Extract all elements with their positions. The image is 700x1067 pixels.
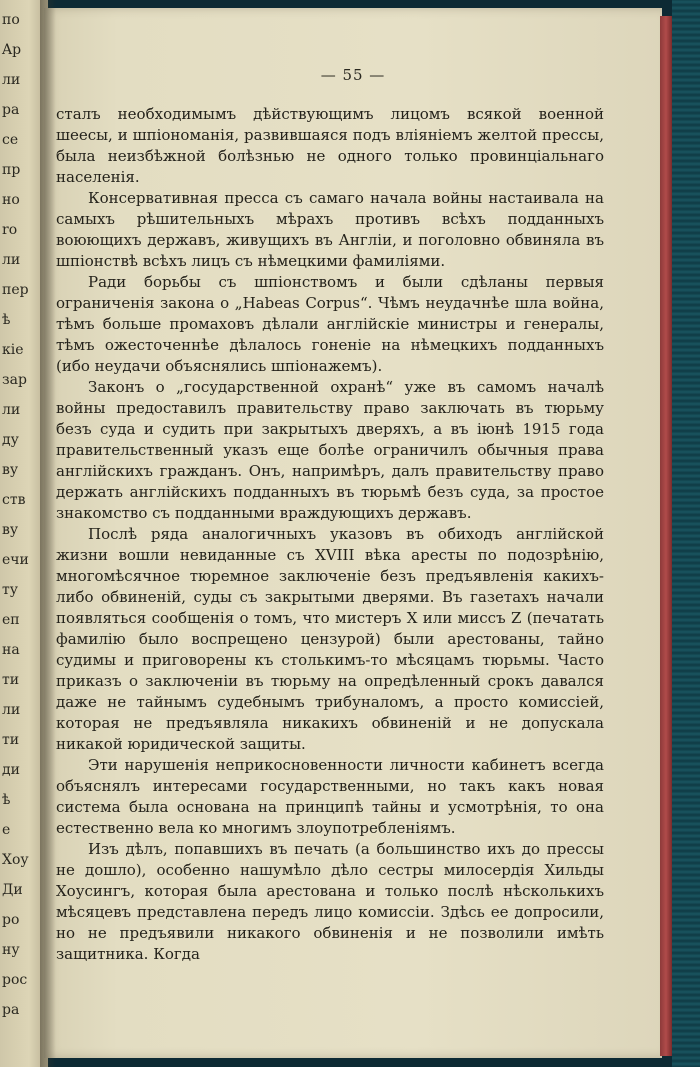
left-page-fragment: ли <box>2 702 21 718</box>
left-page-fragment: рос <box>2 972 28 988</box>
left-page-fragment: кіе <box>2 342 24 358</box>
left-page-fragment: но <box>2 192 20 208</box>
left-page-fragment: ти <box>2 732 20 748</box>
left-page-fragment: ro <box>2 222 18 238</box>
left-page-fragment: ду <box>2 432 19 448</box>
left-page-fragment: Ди <box>2 882 23 898</box>
left-page-fragment: ра <box>2 102 20 118</box>
left-page-fragment: на <box>2 642 20 658</box>
book-cover-edge <box>672 0 700 1067</box>
paragraph: Изъ дѣлъ, попавшихъ въ печать (а большинство ихъ до прессы не дошло), особенно нашумѣло дѣло сестры милосердія Хильды Хоусингъ, которая была арестована и только послѣ нѣсколькихъ мѣсяцевъ представлена передъ лицо комиссіи. Здѣсь ее допросили, но не предъявили никакого обвиненія и не позволили имѣть защитника. Когда <box>56 840 604 963</box>
left-page-fragment: ѣ <box>2 792 11 808</box>
left-page-fragment: ли <box>2 402 21 418</box>
left-page-fragment: еп <box>2 612 20 628</box>
page-number: — 55 — <box>320 66 386 84</box>
left-page-fragment: е <box>2 822 11 838</box>
paragraph: Законъ о „государственной охранѣ“ уже въ самомъ началѣ войны предоставилъ правительству право заключать въ тюрьму безъ суда и судить при закрытыхъ дверяхъ, а въ іюнѣ 1915 года правительственный указъ еще болѣе ограничилъ обычныя права англійскихъ гражданъ. Онъ, напримѣръ, далъ правительству право держать англійскихъ подданныхъ въ тюрьмѣ безъ суда, за простое знакомство съ подданными враждующихъ державъ. <box>56 378 604 522</box>
left-page-fragment: ву <box>2 462 19 478</box>
paragraph: Ради борьбы съ шпіонствомъ и были сдѣланы первыя ограниченія закона о „Habeas Corpus“. Чѣмъ неудачнѣе шла война, тѣмъ больше промаховъ дѣлали англійскіе министры и генералы, тѣмъ ожесточеннѣе дѣлалось гоненіе на нѣмецкихъ подданныхъ (ибо неудачи объяснялись шпіонажемъ). <box>56 273 604 375</box>
left-page-fragment: по <box>2 12 20 28</box>
left-page-fragment: пер <box>2 282 29 298</box>
left-page-fragment: ли <box>2 72 21 88</box>
left-page-fragment: ечи <box>2 552 29 568</box>
left-page-fragment: ѣ <box>2 312 11 328</box>
left-page-fragment: зар <box>2 372 27 388</box>
left-page-fragment: Хоу <box>2 852 29 868</box>
left-page-fragment: Aр <box>2 42 22 58</box>
left-page-fragment: ву <box>2 522 19 538</box>
book-page <box>44 8 662 1058</box>
left-page-fragment: ро <box>2 912 20 928</box>
book-gutter <box>40 0 56 1067</box>
left-page-fragment: ра <box>2 1002 20 1018</box>
paragraph: Эти нарушенія неприкосновенности личности кабинетъ всегда объяснялъ интересами государственными, но такъ какъ новая система была основана на принципѣ тайны и усмотрѣнія, то она естественно вела ко многимъ злоупотребленіямъ. <box>56 756 604 837</box>
left-page-fragment: ди <box>2 762 20 778</box>
left-page-fragment: ну <box>2 942 20 958</box>
left-page-fragment: ту <box>2 582 18 598</box>
paragraph: Консервативная пресса съ самаго начала войны настаивала на самыхъ рѣшительныхъ мѣрахъ противъ всѣхъ подданныхъ воюющихъ державъ, живущихъ въ Англіи, и поголовно обвиняла въ шпіонствѣ всѣхъ лицъ съ нѣмецкими фамиліями. <box>56 189 604 270</box>
left-page-fragment: се <box>2 132 19 148</box>
body-text <box>56 104 604 965</box>
page-edge-red <box>660 16 672 1056</box>
left-page-fragment: ств <box>2 492 26 508</box>
paragraph: Послѣ ряда аналогичныхъ указовъ въ обиходъ англійской жизни вошли невиданные съ XVIII вѣка аресты по подозрѣнію, многомѣсячное тюремное заключеніе безъ предъявленія какихъ-либо обвиненій, суды съ закрытыми дверями. Въ газетахъ начали появляться сообщенія о томъ, что мистеръ X или миссъ Z (печатать фамилію было воспрещено цензурой) были арестованы, тайно судимы и приговорены къ столькимъ-то мѣсяцамъ тюрьмы. Часто приказъ о заключеніи въ тюрьму на опредѣленный срокъ давался даже не тайнымъ судебнымъ трибуналомъ, а просто комиссіей, которая не предъявляла никакихъ обвиненій и не допускала никакой юридической защиты. <box>56 525 604 753</box>
left-page-fragment: ти <box>2 672 20 688</box>
left-page-fragment: ли <box>2 252 21 268</box>
left-page-fragment: пр <box>2 162 21 178</box>
paragraph: сталъ необходимымъ дѣйствующимъ лицомъ всякой военной шеесы, и шпіономанія, развившаяся подъ вліяніемъ желтой прессы, была неизбѣжной болѣзнью не одного только провинціальнаго населенія. <box>56 105 604 186</box>
